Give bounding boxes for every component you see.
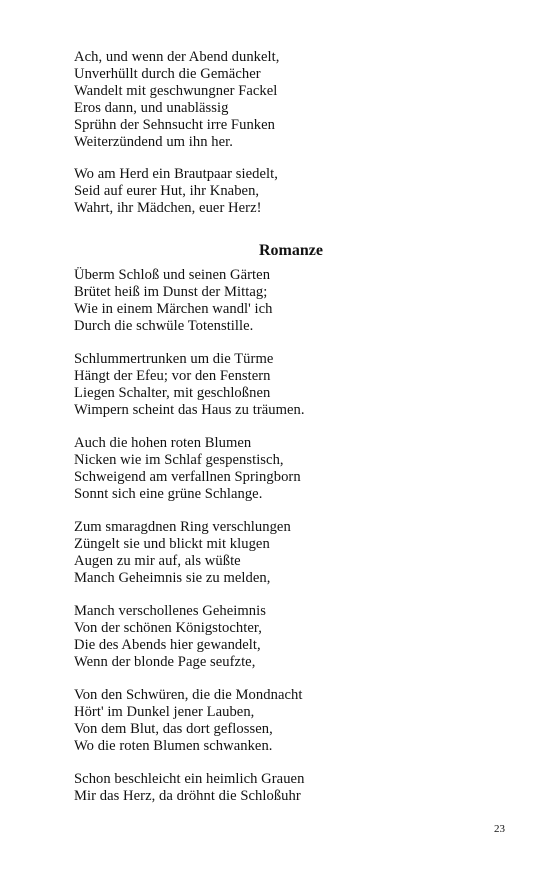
verse-line: Zum smaragdnen Ring verschlungen bbox=[74, 519, 291, 535]
verse-line: Überm Schloß und seinen Gärten bbox=[74, 267, 271, 283]
verse-line: Schon beschleicht ein heimlich Grauen bbox=[74, 771, 305, 787]
page-number: 23 bbox=[494, 823, 505, 835]
verse-line: Brütet heiß im Dunst der Mittag; bbox=[74, 284, 268, 300]
verse-line: Schweigend am verfallnen Springborn bbox=[74, 469, 301, 485]
poem-stanza-1 bbox=[74, 267, 273, 335]
poem-stanza-3 bbox=[74, 435, 301, 503]
prev-poem-stanza-2 bbox=[74, 166, 278, 217]
verse-line: Manch Geheimnis sie zu melden, bbox=[74, 570, 271, 586]
poem-title: Romanze bbox=[259, 242, 323, 259]
verse-line: Manch verschollenes Geheimnis bbox=[74, 603, 266, 619]
verse-line: Nicken wie im Schlaf gespenstisch, bbox=[74, 452, 284, 468]
verse-line: Von dem Blut, das dort geflossen, bbox=[74, 721, 273, 737]
verse-line: Von den Schwüren, die die Mondnacht bbox=[74, 687, 303, 703]
prev-poem-stanza-1 bbox=[74, 49, 279, 151]
verse-line: Wimpern scheint das Haus zu träumen. bbox=[74, 402, 305, 418]
verse-line: Wo am Herd ein Brautpaar siedelt, bbox=[74, 166, 278, 182]
verse-line: Sonnt sich eine grüne Schlange. bbox=[74, 486, 263, 502]
verse-line: Schlummertrunken um die Türme bbox=[74, 351, 274, 367]
poem-stanza-5 bbox=[74, 603, 266, 671]
verse-line: Seid auf eurer Hut, ihr Knaben, bbox=[74, 183, 260, 199]
verse-line: Von der schönen Königstochter, bbox=[74, 620, 262, 636]
verse-line: Auch die hohen roten Blumen bbox=[74, 435, 252, 451]
verse-line: Wahrt, ihr Mädchen, euer Herz! bbox=[74, 200, 262, 216]
verse-line: Eros dann, und unablässig bbox=[74, 100, 229, 116]
verse-line: Weiterzündend um ihn her. bbox=[74, 134, 233, 150]
verse-line: Durch die schwüle Totenstille. bbox=[74, 318, 254, 334]
poem-stanza-2 bbox=[74, 351, 305, 419]
poem-stanza-4 bbox=[74, 519, 291, 587]
verse-line: Liegen Schalter, mit geschloßnen bbox=[74, 385, 271, 401]
verse-line: Ach, und wenn der Abend dunkelt, bbox=[74, 49, 280, 65]
verse-line: Wo die roten Blumen schwanken. bbox=[74, 738, 273, 754]
poem-stanza-7 bbox=[74, 771, 304, 805]
verse-line: Wenn der blonde Page seufzte, bbox=[74, 654, 256, 670]
verse-line: Sprühn der Sehnsucht irre Funken bbox=[74, 117, 276, 133]
verse-line: Hört' im Dunkel jener Lauben, bbox=[74, 704, 255, 720]
verse-line: Die des Abends hier gewandelt, bbox=[74, 637, 261, 653]
verse-line: Unverhüllt durch die Gemächer bbox=[74, 66, 261, 82]
verse-line: Wandelt mit geschwungner Fackel bbox=[74, 83, 278, 99]
verse-line: Hängt der Efeu; vor den Fenstern bbox=[74, 368, 271, 384]
verse-line: Wie in einem Märchen wandl' ich bbox=[74, 301, 273, 317]
verse-line: Züngelt sie und blickt mit klugen bbox=[74, 536, 270, 552]
verse-line: Augen zu mir auf, als wüßte bbox=[74, 553, 241, 569]
poem-stanza-6 bbox=[74, 687, 302, 755]
verse-line: Mir das Herz, da dröhnt die Schloßuhr bbox=[74, 788, 301, 804]
